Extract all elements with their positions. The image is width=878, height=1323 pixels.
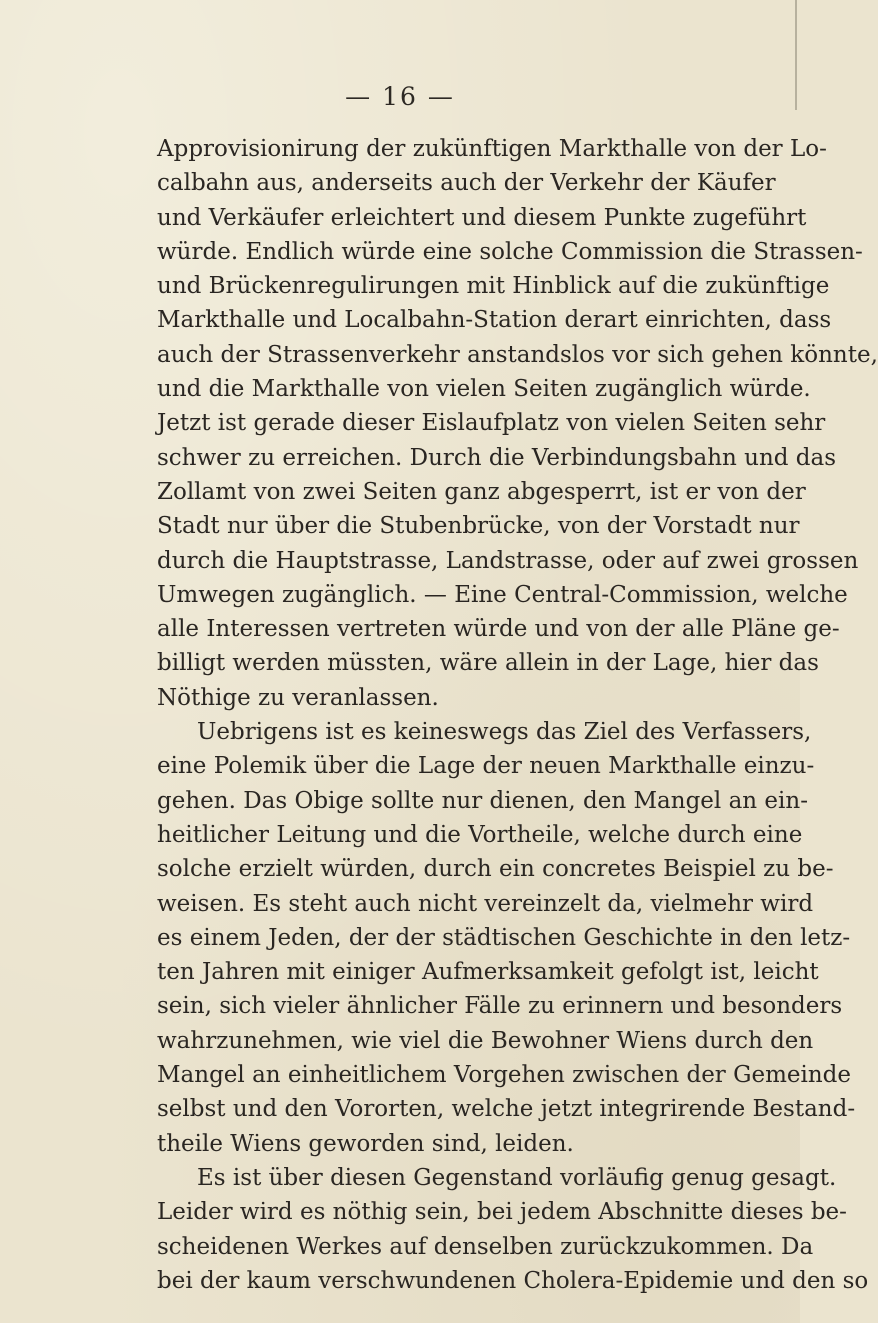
body-text: [157, 132, 878, 1298]
text-line: Mangel an einheitlichem Vorgehen zwischen der Gemeinde: [157, 1062, 852, 1089]
text-line: gehen. Das Obige sollte nur dienen, den Mangel an ein-: [157, 787, 808, 814]
text-line: Nöthige zu veranlassen.: [157, 684, 439, 711]
text-line: auch der Strassenverkehr anstandslos vor sich gehen könnte,: [157, 341, 878, 368]
page-number: — 16 —: [345, 82, 455, 111]
text-line: Jetzt ist gerade dieser Eislaufplatz von vielen Seiten sehr: [157, 410, 826, 437]
text-line: alle Interessen vertreten würde und von der alle Pläne ge-: [157, 616, 840, 643]
text-line: würde. Endlich würde eine solche Commission die Strassen-: [157, 238, 863, 265]
text-line: selbst und den Vororten, welche jetzt integrirende Bestand-: [157, 1096, 856, 1123]
text-line: wahrzunehmen, wie viel die Bewohner Wiens durch den: [157, 1027, 814, 1054]
text-line: Markthalle und Localbahn-Station derart einrichten, dass: [157, 307, 832, 334]
text-line: Approvisionirung der zukünftigen Markthalle von der Lo-: [157, 136, 827, 162]
text-line: und die Markthalle von vielen Seiten zugänglich würde.: [157, 376, 811, 403]
text-line: bei der kaum verschwundenen Cholera-Epidemie und den so: [157, 1267, 869, 1294]
text-line: solche erzielt würden, durch ein concretes Beispiel zu be-: [157, 856, 834, 883]
text-line: durch die Hauptstrasse, Landstrasse, oder auf zwei grossen: [157, 547, 859, 574]
text-line: schwer zu erreichen. Durch die Verbindungsbahn und das: [157, 444, 837, 471]
text-line: heitlicher Leitung und die Vortheile, welche durch eine: [157, 821, 803, 848]
text-line: Es ist über diesen Gegenstand vorläufig genug gesagt.: [197, 1164, 837, 1191]
text-line: und Verkäufer erleichtert und diesem Punkte zugeführt: [157, 204, 807, 231]
text-line: ten Jahren mit einiger Aufmerksamkeit gefolgt ist, leicht: [157, 959, 819, 986]
text-line: billigt werden müssten, wäre allein in der Lage, hier das: [157, 650, 819, 677]
text-line: Stadt nur über die Stubenbrücke, von der Vorstadt nur: [157, 513, 800, 540]
text-line: weisen. Es steht auch nicht vereinzelt da, vielmehr wird: [157, 890, 814, 917]
text-line: Zollamt von zwei Seiten ganz abgesperrt, ist er von der: [157, 478, 806, 505]
text-line: Leider wird es nöthig sein, bei jedem Abschnitte dieses be-: [157, 1199, 847, 1226]
text-line: Umwegen zugänglich. — Eine Central-Commission, welche: [157, 581, 848, 608]
text-line: scheidenen Werkes auf denselben zurückzukommen. Da: [157, 1233, 814, 1260]
text-line: eine Polemik über die Lage der neuen Markthalle einzu-: [157, 753, 815, 780]
text-line: es einem Jeden, der der städtischen Geschichte in den letz-: [157, 924, 851, 951]
text-line: Uebrigens ist es keineswegs das Ziel des Verfassers,: [197, 719, 812, 746]
text-line: calbahn aus, anderseits auch der Verkehr der Käufer: [157, 170, 776, 197]
text-line: theile Wiens geworden sind, leiden.: [157, 1130, 574, 1157]
text-line: und Brückenregulirungen mit Hinblick auf die zukünftige: [157, 273, 830, 300]
text-line: sein, sich vieler ähnlicher Fälle zu erinnern und besonders: [157, 993, 843, 1020]
